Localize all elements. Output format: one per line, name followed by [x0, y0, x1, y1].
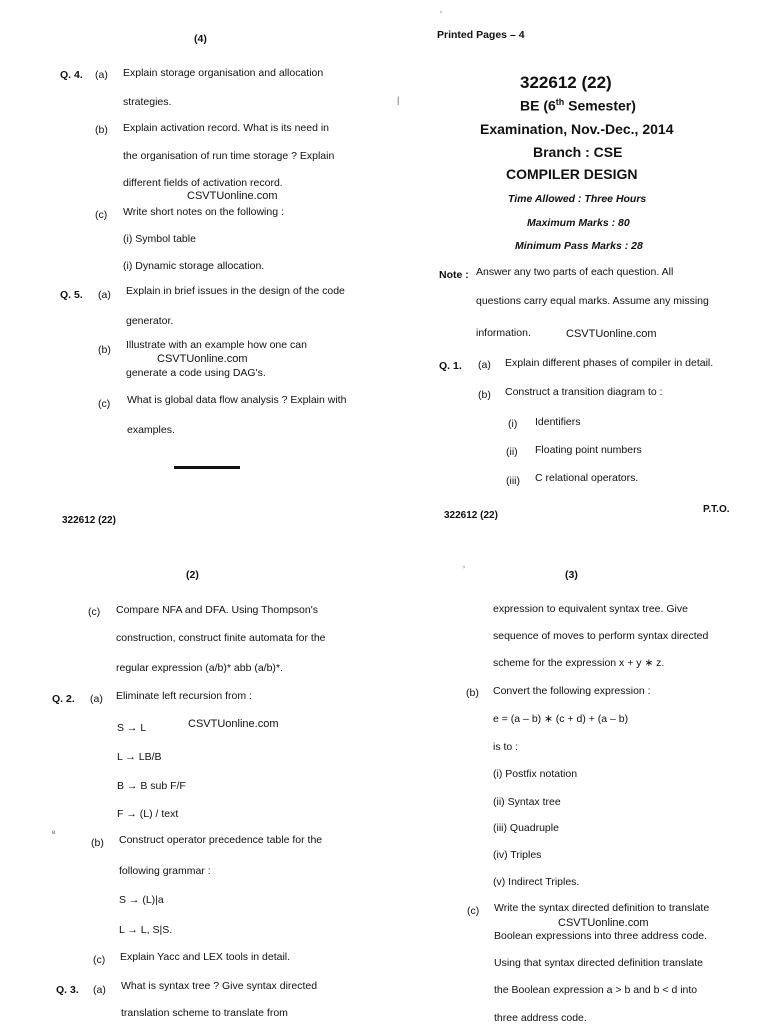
time-allowed: Time Allowed : Three Hours — [508, 193, 647, 205]
question-text: Explain Yacc and LEX tools in detail. — [120, 951, 291, 963]
question-text: Explain different phases of compiler in detail. — [505, 357, 714, 369]
question-text: three address code. — [494, 1012, 587, 1024]
part-tag: (a) — [98, 289, 111, 301]
watermark-text: CSVTUonline.com — [157, 353, 248, 365]
part-tag: (c) — [88, 606, 101, 618]
question-text: Explain storage organisation and allocation — [123, 67, 324, 79]
question-text: scheme for the expression x + y ∗ z. — [493, 657, 665, 669]
page-footer-code: 322612 (22) — [444, 510, 498, 521]
question-text: expression to equivalent syntax tree. Give — [493, 603, 688, 615]
minimum-pass-marks: Minimum Pass Marks : 28 — [515, 240, 643, 252]
branch: Branch : CSE — [533, 144, 623, 160]
question-number: Q. 3. — [56, 984, 79, 996]
part-tag: (b) — [466, 687, 479, 699]
question-text: Using that syntax directed definition translate — [494, 957, 703, 969]
question-text: the Boolean expression a > b and b < d into — [494, 984, 698, 996]
list-item: C relational operators. — [535, 472, 639, 484]
grammar-rule: S → (L)|a — [119, 894, 164, 906]
question-number: Q. 1. — [439, 360, 462, 372]
watermark-text: CSVTUonline.com — [566, 328, 657, 340]
watermark-text: CSVTUonline.com — [558, 917, 649, 929]
part-tag: (b) — [91, 837, 104, 849]
note-label: Note : — [439, 269, 469, 281]
question-text: Eliminate left recursion from : — [116, 690, 252, 702]
part-tag: (b) — [98, 344, 111, 356]
question-text: Write the syntax directed definition to translate — [494, 902, 710, 914]
list-item: (v) Indirect Triples. — [493, 876, 580, 888]
question-number: Q. 5. — [60, 289, 83, 301]
maximum-marks: Maximum Marks : 80 — [527, 217, 630, 229]
semester: BE (6th Semester) — [520, 97, 636, 114]
exam-session: Examination, Nov.-Dec., 2014 — [480, 121, 674, 137]
paper-code: 322612 (22) — [520, 73, 612, 92]
scan-speck: | — [397, 95, 400, 105]
subject-title: COMPILER DESIGN — [506, 166, 638, 182]
sub-tag: (iii) — [506, 475, 520, 487]
part-tag: (c) — [467, 905, 480, 917]
question-text: regular expression (a/b)* abb (a/b)*. — [116, 662, 283, 674]
grammar-rule: L → L, S|S. — [119, 924, 173, 936]
question-text: Boolean expressions into three address code. — [494, 930, 708, 942]
page-number: (2) — [186, 569, 199, 581]
list-item: (i) Symbol table — [123, 233, 196, 245]
question-text: Illustrate with an example how one can — [126, 339, 307, 351]
page-number: (4) — [194, 33, 207, 45]
note-text: questions carry equal marks. Assume any missing — [476, 295, 709, 307]
question-text: What is global data flow analysis ? Explain with — [127, 394, 347, 406]
printed-pages: Printed Pages – 4 — [437, 29, 525, 41]
part-tag: (b) — [478, 389, 491, 401]
list-item: Identifiers — [535, 416, 581, 428]
list-item: (iv) Triples — [493, 849, 542, 861]
question-text: examples. — [127, 424, 175, 436]
question-text: the organisation of run time storage ? Explain — [123, 150, 335, 162]
sub-tag: (i) — [508, 418, 518, 430]
grammar-rule: B → B sub F/F — [117, 780, 186, 792]
page-number: (3) — [565, 569, 578, 581]
question-text: generate a code using DAG's. — [126, 367, 266, 379]
question-text: following grammar : — [119, 865, 211, 877]
watermark-text: CSVTUonline.com — [188, 718, 279, 730]
question-text: different fields of activation record. — [123, 177, 283, 189]
sub-tag: (ii) — [506, 446, 518, 458]
question-text: strategies. — [123, 96, 172, 108]
part-tag: (a) — [90, 693, 103, 705]
expression: e = (a – b) ∗ (c + d) + (a – b) — [493, 713, 629, 725]
question-text: Compare NFA and DFA. Using Thompson's — [116, 604, 318, 616]
question-text: translation scheme to translate from — [121, 1007, 288, 1019]
list-item: (i) Postfix notation — [493, 768, 578, 780]
question-number: Q. 2. — [52, 693, 75, 705]
list-item: Floating point numbers — [535, 444, 642, 456]
question-number: Q. 4. — [60, 69, 83, 81]
part-tag: (b) — [95, 124, 108, 136]
question-text: Explain activation record. What is its need in — [123, 122, 330, 134]
question-text: sequence of moves to perform syntax directed — [493, 630, 709, 642]
grammar-rule: S → L — [117, 722, 147, 734]
list-item: (i) Dynamic storage allocation. — [123, 260, 265, 272]
list-item: (ii) Syntax tree — [493, 796, 561, 808]
note-text: information. — [476, 327, 531, 339]
end-rule — [174, 466, 240, 469]
scan-speck: ʼ — [463, 565, 465, 575]
grammar-rule: F → (L) / text — [117, 808, 179, 820]
part-tag: (c) — [93, 954, 106, 966]
note-text: Answer any two parts of each question. All — [476, 266, 674, 278]
page-footer-code: 322612 (22) — [62, 515, 116, 526]
part-tag: (a) — [93, 984, 106, 996]
list-item: (iii) Quadruple — [493, 822, 559, 834]
scan-speck: ᵉ — [52, 828, 56, 838]
question-text: generator. — [126, 315, 174, 327]
part-tag: (c) — [95, 209, 108, 221]
part-tag: (c) — [98, 398, 111, 410]
question-text: What is syntax tree ? Give syntax directed — [121, 980, 318, 992]
question-text: Explain in brief issues in the design of the code — [126, 285, 345, 297]
part-tag: (a) — [478, 359, 491, 371]
question-text: is to : — [493, 741, 519, 753]
question-text: Write short notes on the following : — [123, 206, 284, 218]
part-tag: (a) — [95, 69, 108, 81]
question-text: Construct operator precedence table for the — [119, 834, 323, 846]
watermark-text: CSVTUonline.com — [187, 190, 278, 202]
pto-mark: P.T.O. — [703, 504, 730, 515]
scan-speck: ʼ — [440, 10, 442, 20]
grammar-rule: L → LB/B — [117, 751, 162, 763]
question-text: construction, construct finite automata for the — [116, 632, 326, 644]
question-text: Construct a transition diagram to : — [505, 386, 663, 398]
question-text: Convert the following expression : — [493, 685, 651, 697]
